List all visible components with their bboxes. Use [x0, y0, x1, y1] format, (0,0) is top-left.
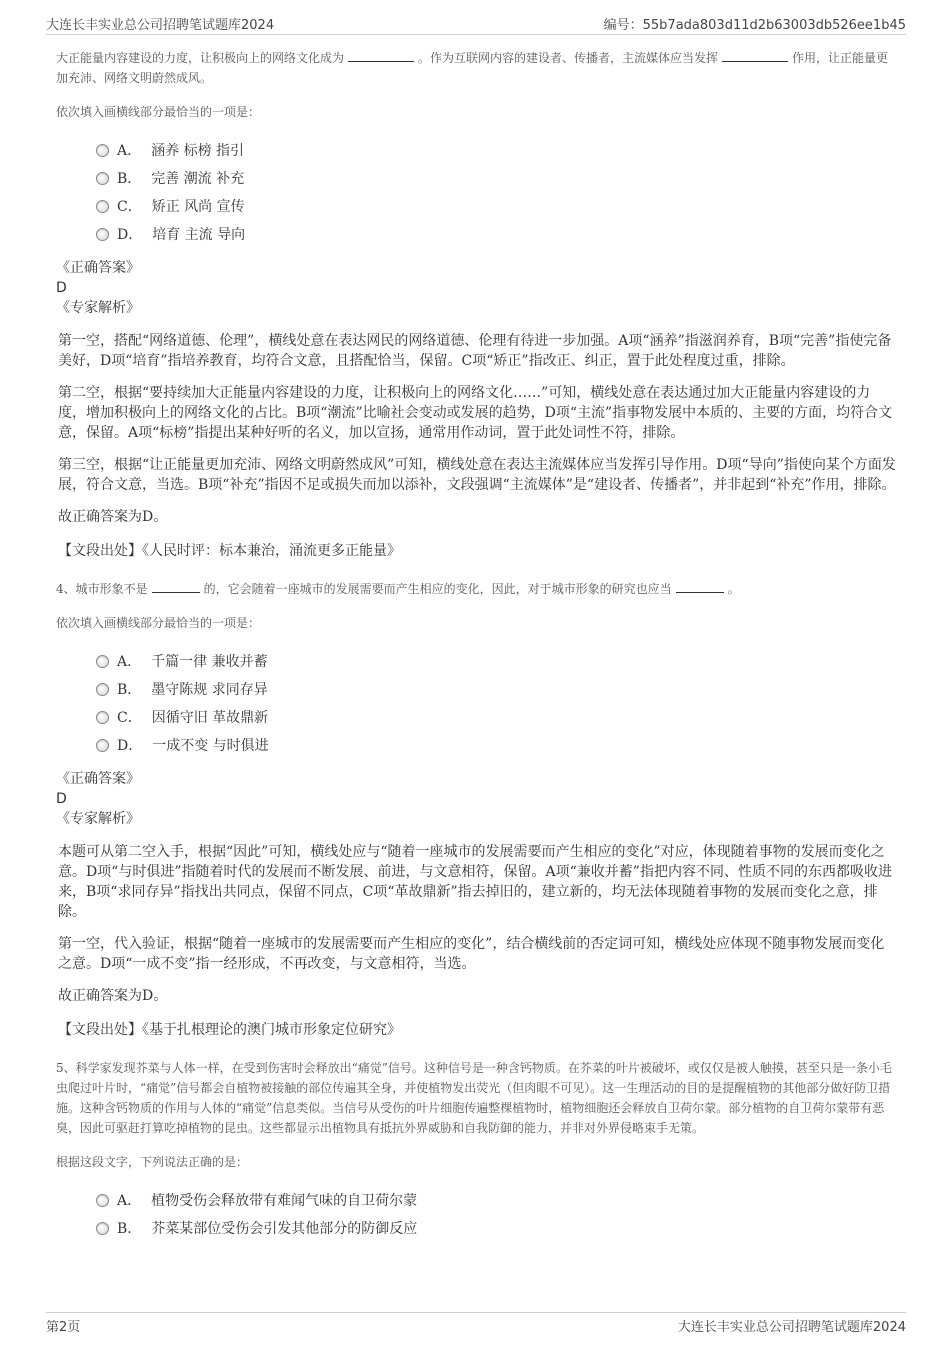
- q3-option-a[interactable]: A． 涵养 标榜 指引: [96, 136, 896, 164]
- q4-option-b[interactable]: B． 墨守陈规 求同存异: [96, 675, 896, 703]
- page-footer: [46, 1312, 906, 1335]
- page-content: [56, 40, 896, 1252]
- analysis-paragraph: 第二空，根据“要持续加大正能量内容建设的力度，让积极向上的网络文化……”可知，横线处意在表达通过加大正能量内容建设的力度，增加积极向上的网络文化的占比。B项“潮流”比喻社会变动或发展的趋势，D项“主流”指事物发展中本质的、主要的方面，均符合文意，保留。A项“标榜”指提出某种好听的名义，加以宣扬，通常用作动词，置于此处词性不符，排除。: [58, 385, 893, 441]
- q4-stem: 4、城市形象不是 的，它会随着一座城市的发展需要而产生相应的变化，因此，对于城市形象的研究也应当 。: [56, 582, 740, 596]
- q4-option-d[interactable]: D． 一成不变 与时俱进: [96, 731, 896, 759]
- radio-icon[interactable]: [96, 1222, 109, 1235]
- radio-icon[interactable]: [96, 172, 109, 185]
- q5-option-b[interactable]: B． 芥菜某部位受伤会引发其他部分的防御反应: [96, 1214, 896, 1242]
- blank-line: [348, 49, 414, 62]
- header-title: 大连长丰实业总公司招聘笔试题库2024: [46, 18, 275, 33]
- radio-icon[interactable]: [96, 228, 109, 241]
- source-citation: 【文段出处】《基于扎根理论的澳门城市形象定位研究》: [58, 1022, 401, 1038]
- answer-label: 《正确答案》: [56, 260, 140, 276]
- q3-prompt: 依次填入画横线部分最恰当的一项是：: [56, 105, 261, 119]
- q4-prompt: 依次填入画横线部分最恰当的一项是：: [56, 616, 261, 630]
- q3-options: [96, 136, 896, 248]
- q5-prompt: 根据这段文字，下列说法正确的是：: [56, 1155, 249, 1169]
- radio-icon[interactable]: [96, 655, 109, 668]
- q3-stem: 大正能量内容建设的力度，让积极向上的网络文化成为 。作为互联网内容的建设者、传播者，主流媒体应当发挥 作用，让正能量更加充沛、网络文明蔚然成风。: [56, 51, 889, 85]
- analysis-paragraph: 第三空，根据“让正能量更加充沛、网络文明蔚然成风”可知，横线处意在表达主流媒体应当发挥引导作用。D项“导向”指使向某个方面发展，符合文意，当选。B项“补充”指因不足或损失而加以添补，文段强调“主流媒体”是“建设者、传播者”，并非起到“补充”作用，排除。: [58, 457, 896, 493]
- q3-option-b[interactable]: B． 完善 潮流 补充: [96, 164, 896, 192]
- analysis-paragraph: 第一空，搭配“网络道德、伦理”，横线处意在表达网民的网络道德、伦理有待进一步加强。A项“涵养”指滋润养育，B项“完善”指使完备美好，D项“培育”指培养教育，均符合文意，且搭配恰当，保留。C项“矫正”指改正、纠正，置于此处程度过重，排除。: [58, 333, 892, 369]
- source-citation: 【文段出处】《人民时评：标本兼治，涌流更多正能量》: [58, 543, 401, 559]
- radio-icon[interactable]: [96, 144, 109, 157]
- q3-option-c[interactable]: C． 矫正 风尚 宣传: [96, 192, 896, 220]
- analysis-label: 《专家解析》: [56, 300, 140, 316]
- q4-options: [96, 647, 896, 759]
- page-header: [46, 12, 906, 35]
- analysis-paragraph: 第一空，代入验证，根据“随着一座城市的发展需要而产生相应的变化”，结合横线前的否定词可知，横线处应体现不随事物发展而变化之意。D项“一成不变”指一经形成，不再改变，与文意相符，当选。: [58, 936, 885, 972]
- analysis-paragraph: 本题可从第二空入手，根据“因此”可知，横线处应与“随着一座城市的发展需要而产生相应的变化”对应，体现随着事物的发展而变化之意。D项“与时俱进”指随着时代的发展而不断发展、前进，与文意相符，保留。A项“兼收并蓄”指把内容不同、性质不同的东西都吸收进来，B项“求同存异”指找出共同点，保留不同点，C项“革故鼎新”指去掉旧的，建立新的，均无法体现随着事物的发展而变化之意，排除。: [58, 844, 892, 920]
- q3-option-d[interactable]: D． 培育 主流 导向: [96, 220, 896, 248]
- radio-icon[interactable]: [96, 683, 109, 696]
- footer-title: 大连长丰实业总公司招聘笔试题库2024: [677, 1320, 906, 1335]
- q5-options: [96, 1186, 896, 1242]
- q4-option-c[interactable]: C． 因循守旧 革故鼎新: [96, 703, 896, 731]
- analysis-conclusion: 故正确答案为D。: [58, 988, 168, 1004]
- q5-option-a[interactable]: A． 植物受伤会释放带有难闻气味的自卫荷尔蒙: [96, 1186, 896, 1214]
- answer-value: D: [56, 791, 67, 807]
- radio-icon[interactable]: [96, 1194, 109, 1207]
- radio-icon[interactable]: [96, 200, 109, 213]
- page-number: 第2页: [46, 1320, 81, 1335]
- radio-icon[interactable]: [96, 711, 109, 724]
- analysis-conclusion: 故正确答案为D。: [58, 509, 168, 525]
- answer-label: 《正确答案》: [56, 771, 140, 787]
- q4-option-a[interactable]: A． 千篇一律 兼收并蓄: [96, 647, 896, 675]
- blank-line: [152, 580, 200, 593]
- blank-line: [722, 49, 788, 62]
- blank-line: [676, 580, 724, 593]
- analysis-label: 《专家解析》: [56, 811, 140, 827]
- answer-value: D: [56, 280, 67, 296]
- document-id: 编号：55b7ada803d11d2b63003db526ee1b45: [603, 18, 906, 33]
- q5-stem: 5、科学家发现芥菜与人体一样，在受到伤害时会释放出“痛觉”信号。这种信号是一种含钙物质。在芥菜的叶片被破坏，或仅仅是被人触摸，甚至只是一条小毛虫爬过叶片时，“痛觉”信号都会自植物被接触的部位传遍其全身，并使植物发出荧光（但肉眼不可见）。这一生理活动的目的是提醒植物的其他部分做好防卫措施。这种含钙物质的作用与人体的“痛觉”信息类似。当信号从受伤的叶片细胞传遍整棵植物时，植物细胞还会释放自卫荷尔蒙。部分植物的自卫荷尔蒙带有恶臭，因此可驱赶打算吃掉植物的昆虫。这些都显示出植物具有抵抗外界威胁和自我防御的能力，并非对外界侵略束手无策。: [56, 1061, 892, 1135]
- radio-icon[interactable]: [96, 739, 109, 752]
